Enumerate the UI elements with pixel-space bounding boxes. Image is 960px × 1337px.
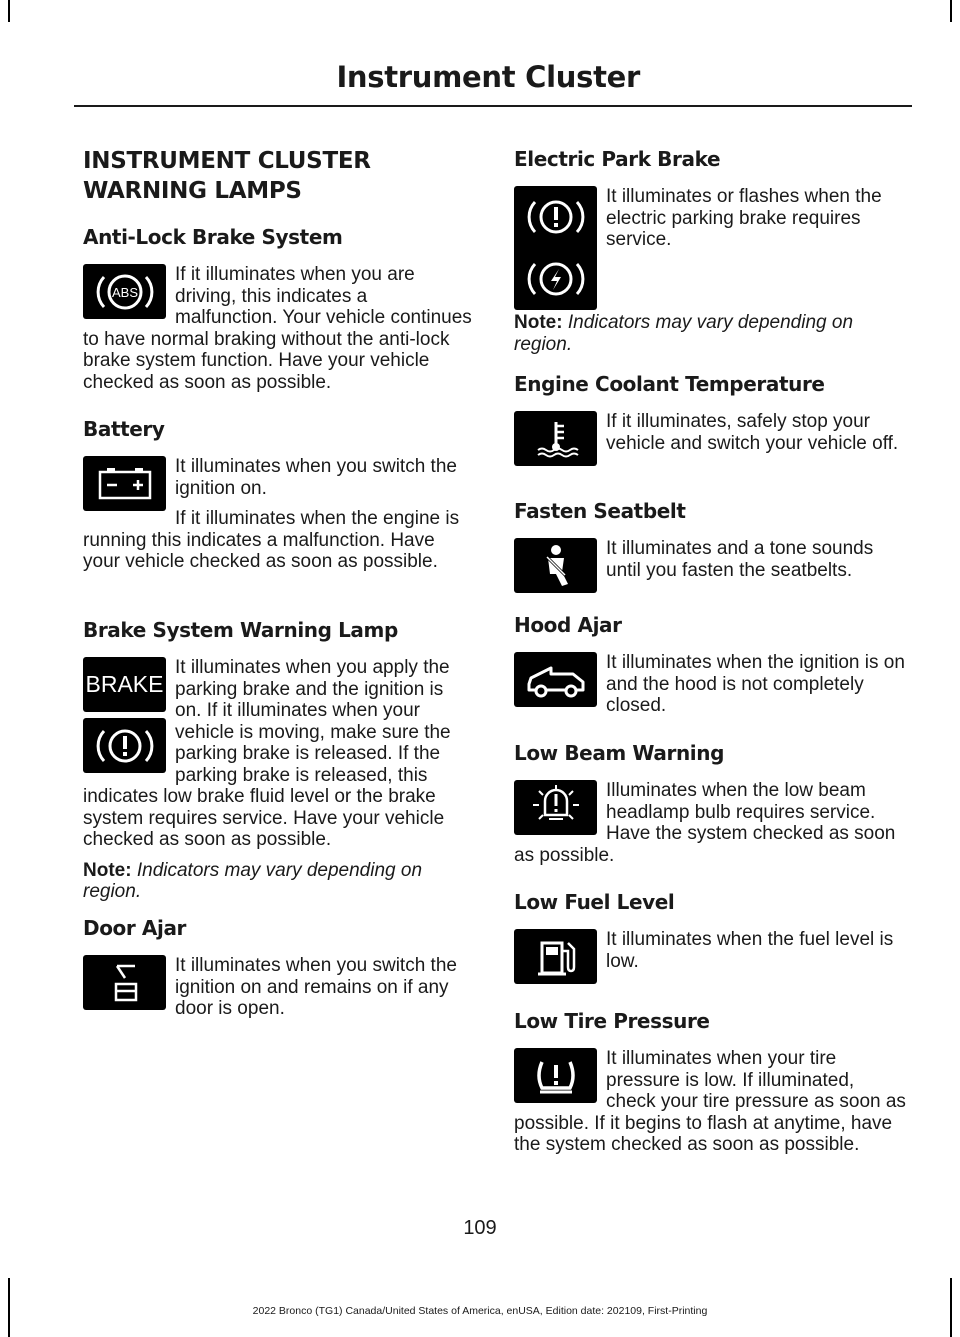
tire-pressure-icon (514, 1048, 597, 1103)
coolant-temperature-icon (514, 411, 597, 466)
lowbeam-title: Low Beam Warning (514, 741, 724, 765)
epb-section (514, 146, 906, 316)
footer-edition: 2022 Bronco (TG1) Canada/United States of America, enUSA, Edition date: 202109, First-Printing (252, 1305, 708, 1317)
coolant-section (514, 371, 906, 472)
abs-section (83, 224, 473, 393)
brake-warning-icon (83, 718, 166, 773)
header-rule (74, 105, 912, 107)
battery-text-1: It illuminates when you switch the ignition on. (175, 456, 457, 499)
battery-icon (83, 456, 166, 511)
coolant-text: If it illuminates, safely stop your vehicle and switch your vehicle off. (606, 411, 899, 454)
epb-lightning-icon (514, 248, 597, 310)
lowbeam-section (514, 740, 906, 866)
section-heading-line1: INSTRUMENT CLUSTER (83, 148, 371, 174)
seatbelt-text: It illuminates and a tone sounds until you fasten the seatbelts. (606, 538, 874, 581)
fuel-text: It illuminates when the fuel level is low. (606, 929, 894, 972)
epb-warning-icon (514, 186, 597, 248)
epb-title: Electric Park Brake (514, 147, 721, 171)
brake-note-text: Indicators may vary depending on region. (83, 859, 423, 902)
fuel-title: Low Fuel Level (514, 890, 675, 914)
seatbelt-title: Fasten Seatbelt (514, 499, 686, 523)
crop-mark (8, 0, 10, 22)
battery-title: Battery (83, 417, 165, 441)
epb-text: It illuminates or flashes when the electric parking brake requires service. (606, 186, 882, 250)
brake-note (83, 860, 473, 903)
brake-text: It illuminates when you apply the parking brake and the ignition is on. If it illuminates when your vehicle is moving, make sure the parking brake is released. If the parking brake is released, this indicates low brake fluid level or the brake system requires service. Have your vehicle checked as soon as possible. (83, 657, 451, 850)
page-number: 109 (463, 1217, 497, 1239)
epb-note-text-block (514, 312, 906, 355)
door-section (83, 915, 473, 1020)
svg-text:ABS: ABS (111, 284, 138, 300)
coolant-title: Engine Coolant Temperature (514, 372, 825, 396)
hood-section (514, 612, 906, 717)
section-heading (83, 146, 473, 206)
hood-title: Hood Ajar (514, 613, 622, 637)
battery-text-2: If it illuminates when the engine is running this indicates a malfunction. Have your vehicle checked as soon as possible. (83, 508, 460, 572)
low-fuel-icon (514, 929, 597, 984)
hood-text: It illuminates when the ignition is on and the hood is not completely closed. (606, 652, 905, 716)
tire-section (514, 1008, 906, 1156)
brake-section (83, 617, 473, 903)
epb-note-text: Indicators may vary depending on region. (514, 312, 854, 355)
brake-icon-group (83, 657, 166, 776)
hood-ajar-icon (514, 652, 597, 707)
battery-section (83, 416, 473, 573)
epb-icon-group (514, 186, 597, 310)
seatbelt-section (514, 498, 906, 599)
low-beam-warning-icon (514, 780, 597, 835)
brake-icon-label: BRAKE (85, 671, 164, 697)
crop-mark (950, 0, 952, 22)
tire-text: It illuminates when your tire pressure is low. If illuminated, check your tire pressure as soon as possible. If it begins to flash at anytime, have the system checked as soon as possible. (514, 1048, 906, 1155)
seatbelt-icon (514, 538, 597, 593)
brake-text-icon (83, 657, 166, 712)
tire-title: Low Tire Pressure (514, 1009, 710, 1033)
epb-note-label: Note: (514, 312, 563, 333)
brake-note-label: Note: (83, 859, 132, 881)
brake-title: Brake System Warning Lamp (83, 618, 398, 642)
door-text: It illuminates when you switch the ignition on and remains on if any door is open. (175, 955, 457, 1019)
abs-title: Anti-Lock Brake System (83, 225, 343, 249)
abs-text: If it illuminates when you are driving, this indicates a malfunction. Your vehicle continues to have normal braking without the anti-lock brake system function. Have your vehicle checked as soon as possible. (83, 264, 472, 393)
door-title: Door Ajar (83, 916, 187, 940)
page-header-title: Instrument Cluster (336, 60, 640, 94)
lowbeam-text: Illuminates when the low beam headlamp bulb requires service. Have the system checked as soon as possible. (514, 780, 896, 866)
epb-note (514, 312, 906, 355)
abs-icon (83, 264, 166, 319)
fuel-section (514, 889, 906, 990)
door-ajar-icon (83, 955, 166, 1010)
section-heading-line2: WARNING LAMPS (83, 178, 302, 204)
